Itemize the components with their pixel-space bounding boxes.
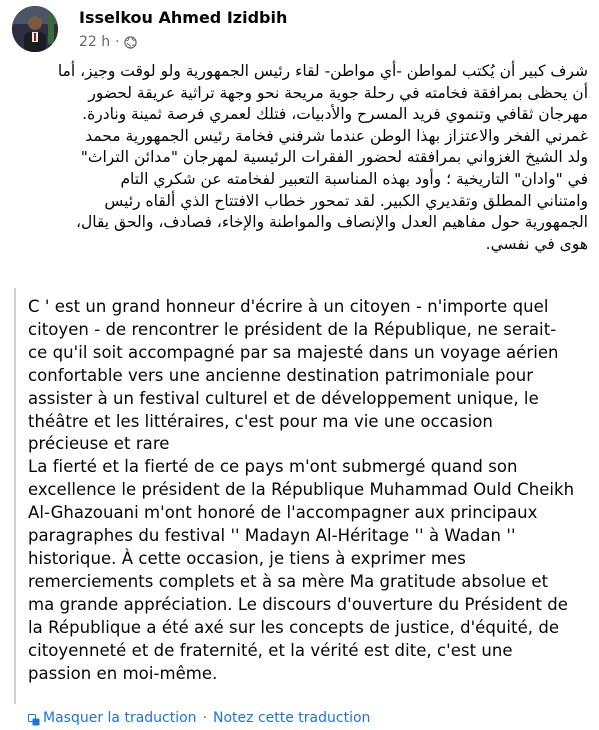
hide-translation-link[interactable]: Masquer la traduction — [43, 710, 197, 726]
post-body-translation: C ' est un grand honneur d'écrire à un citoyen - n'importe quel citoyen - de rencontrer le président de la République, ne serait- ce qu'il soit accompagné par sa majesté dans un voyage aérien confortable vers une ancienne destination patrimoniale pour assister à un festival culturel et de développement unique, le théâtre et les littéraires, c'est pour ma vie une occasion précieuse et rare La fierté et la fierté de ce pays m'ont submergé quand son excellence le président de la République Muhammad Ould Cheikh Al-Ghazouani m'ont honoré de l'accompagner aux principaux paragraphes du festival '' Madayn Al-Héritage '' à Wadan '' historique. À cette occasion, je tiens à exprimer mes remerciements complets et à sa mère Ma gratitude absolue et ma grande appréciation. Le discours d'ouverture du Président de la République a été axé sur les concepts de justice, d'équité, de citoyenneté et de fraternité, et la vérité est dite, c'est une passion en moi-même. — [28, 297, 575, 683]
post-time[interactable]: 22 h — [79, 34, 111, 50]
link-separator: · — [202, 710, 208, 726]
avatar-photo — [12, 6, 58, 52]
author-name[interactable]: Isselkou Ahmed Izidbih — [79, 8, 288, 27]
meta-separator: · — [115, 34, 120, 50]
rate-translation-link[interactable]: Notez cette traduction — [213, 710, 371, 726]
post-header — [0, 0, 599, 60]
post-body-original: شرف كبير أن يُكتب لمواطن -أي مواطن- لقاء رئيس الجمهورية ولو لوقت وجيز، أما أن يحظى بمرافقة فخامته في رحلة جوية مريحة نحو وجهة تراثية عريقة لحضور مهرجان ثقافي وتنموي فريد المسرح والأدبيات، فتلك لعمري فرصة ثمينة ونادرة. غمرني الفخر والاعتزاز بهذا الوطن عندما شرفني فخامة رئيس الجمهورية محمد ولد الشيخ الغزواني بمرافقته لحضور الفقرات الرئيسية لمهرجان "مدائن التراث" في "وادان" التاريخية ؛ وأود بهذه المناسبة التعبير لفخامته عن شكري التام وامتناني المطلق وتقديري الكبير. لقد تمحور خطاب الافتتاح الذي ألقاه رئيس الجمهورية حول مفاهيم العدل والإنصاف والمواطنة والإخاء، فصادف، والحق يقال، هوى في نفسي. — [57, 62, 588, 253]
post-meta — [79, 34, 137, 50]
globe-icon[interactable] — [124, 36, 137, 49]
author-avatar[interactable] — [12, 6, 58, 52]
translation-links — [43, 710, 583, 726]
translate-icon — [28, 711, 40, 723]
